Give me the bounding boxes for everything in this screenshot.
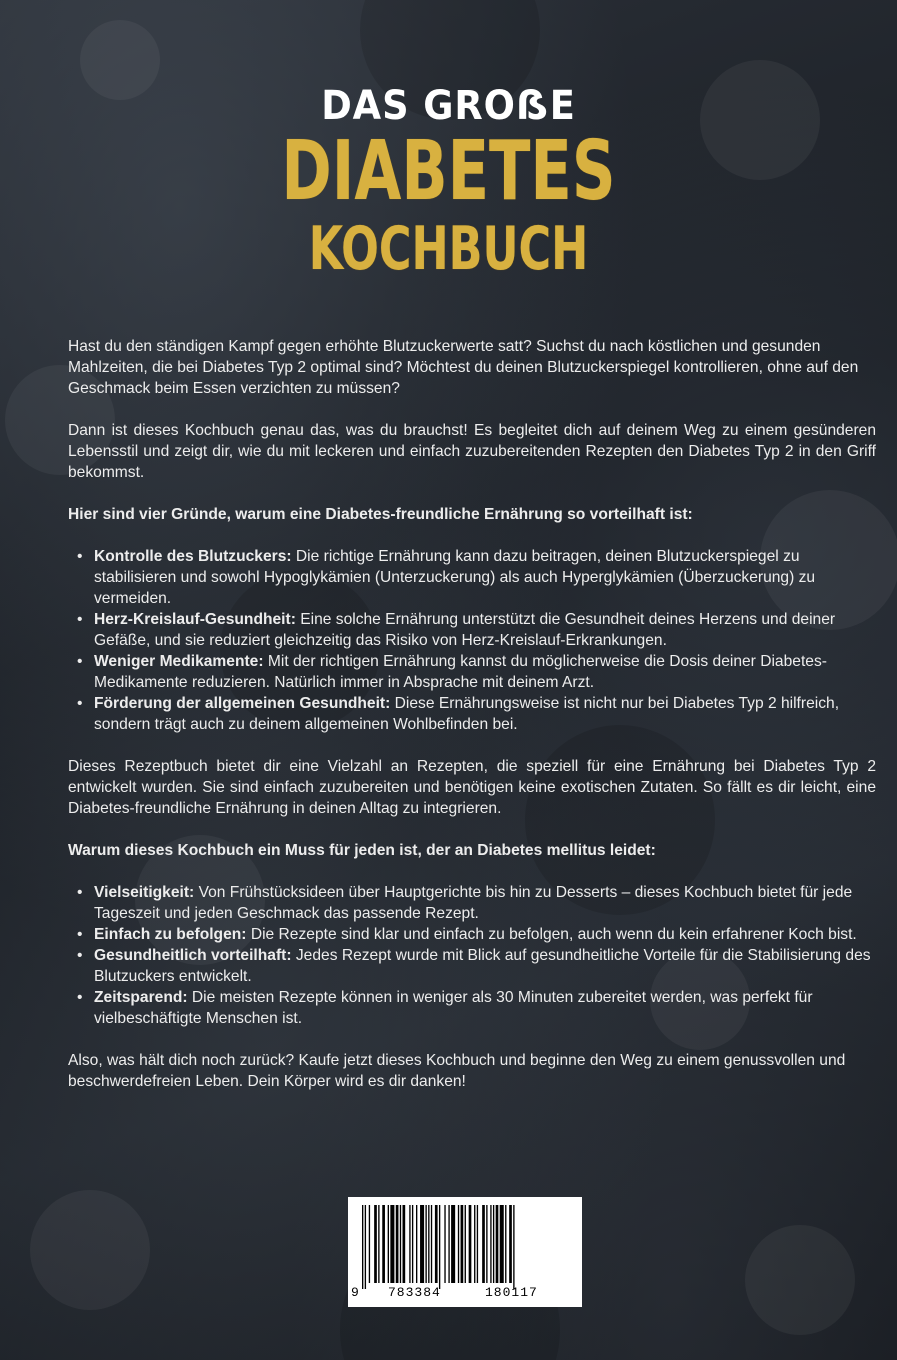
book-title	[0, 82, 897, 282]
barcode-bar	[403, 1205, 406, 1283]
barcode-bar	[451, 1205, 455, 1283]
barcode-bar	[448, 1205, 449, 1283]
barcode-bar	[493, 1205, 494, 1283]
barcode-bar	[474, 1205, 475, 1283]
section-1-list	[68, 546, 876, 735]
list-item: • Zeitsparend: Die meisten Rezepte können in weniger als 30 Minuten zubereitet werden, was perfekt für vielbeschäftigte Menschen ist.	[94, 987, 876, 1029]
barcode-bar	[477, 1205, 478, 1283]
barcode-bar	[513, 1205, 514, 1289]
barcode-bar	[390, 1205, 394, 1283]
barcode-bar	[374, 1205, 377, 1283]
barcode-bar	[444, 1205, 445, 1283]
barcode-bar	[465, 1205, 466, 1283]
section-2-heading: Warum dieses Kochbuch ein Muss für jeden ist, der an Diabetes mellitus leidet:	[68, 842, 656, 859]
barcode-bar	[369, 1205, 370, 1283]
barcode-bar	[388, 1205, 389, 1283]
barcode-bar	[425, 1205, 426, 1283]
barcode-bar	[469, 1205, 472, 1283]
barcode-bar	[490, 1205, 491, 1283]
barcode-bar	[428, 1205, 429, 1283]
barcode-bar	[365, 1205, 366, 1289]
middle-paragraph: Dieses Rezeptbuch bietet dir eine Vielzahl an Rezepten, die speziell für eine Ernährung bei Diabetes Typ 2 entwickelt wurden. Sie sind einfach zuzubereiten und benötigen keine exotischen Zutaten. So fällt es dir leicht, eine Diabetes-freundliche Ernährung in deinen Alltag zu integrieren.	[68, 758, 876, 817]
blurb-text	[68, 336, 876, 1113]
barcode-bar	[431, 1205, 432, 1283]
list-item: • Einfach zu befolgen: Die Rezepte sind klar und einfach zu befolgen, auch wenn du kein erfahrener Koch bist.	[94, 924, 876, 945]
barcode-bar	[509, 1205, 512, 1283]
list-item: • Herz-Kreislauf-Gesundheit: Eine solche Ernährung unterstützt die Gesundheit deines Herzens und deiner Gefäße, und sie reduziert gleichzeitig das Risiko von Herz-Kreislauf-Erkrankungen.	[94, 609, 876, 651]
barcode-digits-last: 180117	[485, 1285, 538, 1300]
barcode-bar	[486, 1205, 487, 1283]
intro-paragraph-1: Hast du den ständigen Kampf gegen erhöhte Blutzuckerwerte satt? Suchst du nach köstlichen und gesunden Mahlzeiten, die bei Diabetes Typ 2 optimal sind? Möchtest du deinen Blutzuckerspiegel kontrollieren, ohne auf den Geschmack beim Essen verzichten zu müssen?	[68, 338, 859, 397]
title-line-2: DIABETES	[281, 124, 616, 219]
barcode-bar	[461, 1205, 464, 1283]
barcode-bar	[482, 1205, 485, 1283]
list-item: • Vielseitigkeit: Von Frühstücksideen über Hauptgerichte bis hin zu Desserts – dieses Kochbuch bietet für jede Tageszeit und jeden Geschmack das passende Rezept.	[94, 882, 876, 924]
barcode-digit-first: 9	[351, 1285, 359, 1300]
barcode-bar	[378, 1205, 379, 1283]
barcode-bar	[420, 1205, 424, 1283]
list-item: • Weniger Medikamente: Mit der richtigen Ernährung kannst du möglicherweise die Dosis deiner Diabetes-Medikamente reduzieren. Natürlich immer in Absprache mit deinem Arzt.	[94, 651, 876, 693]
list-item: • Förderung der allgemeinen Gesundheit: Diese Ernährungsweise ist nicht nur bei Diabetes Typ 2 hilfreich, sondern trägt auch zu deinem allgemeinen Wohlbefinden bei.	[94, 693, 876, 735]
closing-paragraph: Also, was hält dich noch zurück? Kaufe jetzt dieses Kochbuch und beginne den Weg zu einem genussvollen und beschwerdefreien Leben. Dein Körper wird es dir danken!	[68, 1052, 846, 1090]
barcode-bar	[439, 1205, 440, 1289]
barcode-bar	[496, 1205, 499, 1283]
barcode-bar	[500, 1205, 504, 1283]
barcode-bar	[382, 1205, 385, 1283]
title-line-3: KOCHBUCH	[308, 214, 589, 284]
title-line-1: DAS GROẞE	[321, 83, 576, 129]
section-1-heading: Hier sind vier Gründe, warum eine Diabetes-freundliche Ernährung so vorteilhaft ist:	[68, 506, 693, 523]
barcode-bar	[435, 1205, 438, 1283]
barcode-bar	[400, 1205, 401, 1283]
barcode-bar	[396, 1205, 399, 1283]
barcode-bar	[505, 1205, 506, 1283]
isbn-barcode	[348, 1197, 582, 1307]
barcode-bar	[416, 1205, 417, 1283]
barcode-digits-middle: 783384	[388, 1285, 441, 1300]
barcode-bar	[362, 1205, 363, 1289]
section-2-list	[68, 882, 876, 1029]
intro-paragraph-2: Dann ist dieses Kochbuch genau das, was du brauchst! Es begleitet dich auf deinem Weg zu einem gesünderen Lebensstil und zeigt dir, wie du mit leckeren und einfach zuzubereitenden Rezepten den Diabetes Typ 2 in den Griff bekommst.	[68, 422, 876, 481]
barcode-bar	[458, 1205, 459, 1283]
list-item: • Kontrolle des Blutzuckers: Die richtige Ernährung kann dazu beitragen, deinen Blutzuckerspiegel zu stabilisieren und sowohl Hypoglykämien (Unterzuckerung) als auch Hyperglykämien (Überzuckerung) zu vermeiden.	[94, 546, 876, 609]
list-item: • Gesundheitlich vorteilhaft: Jedes Rezept wurde mit Blick auf gesundheitliche Vorteile für die Stabilisierung des Blutzuckers entwickelt.	[94, 945, 876, 987]
barcode-digits	[348, 1285, 582, 1305]
barcode-bar	[409, 1205, 410, 1283]
barcode-bar	[412, 1205, 413, 1283]
